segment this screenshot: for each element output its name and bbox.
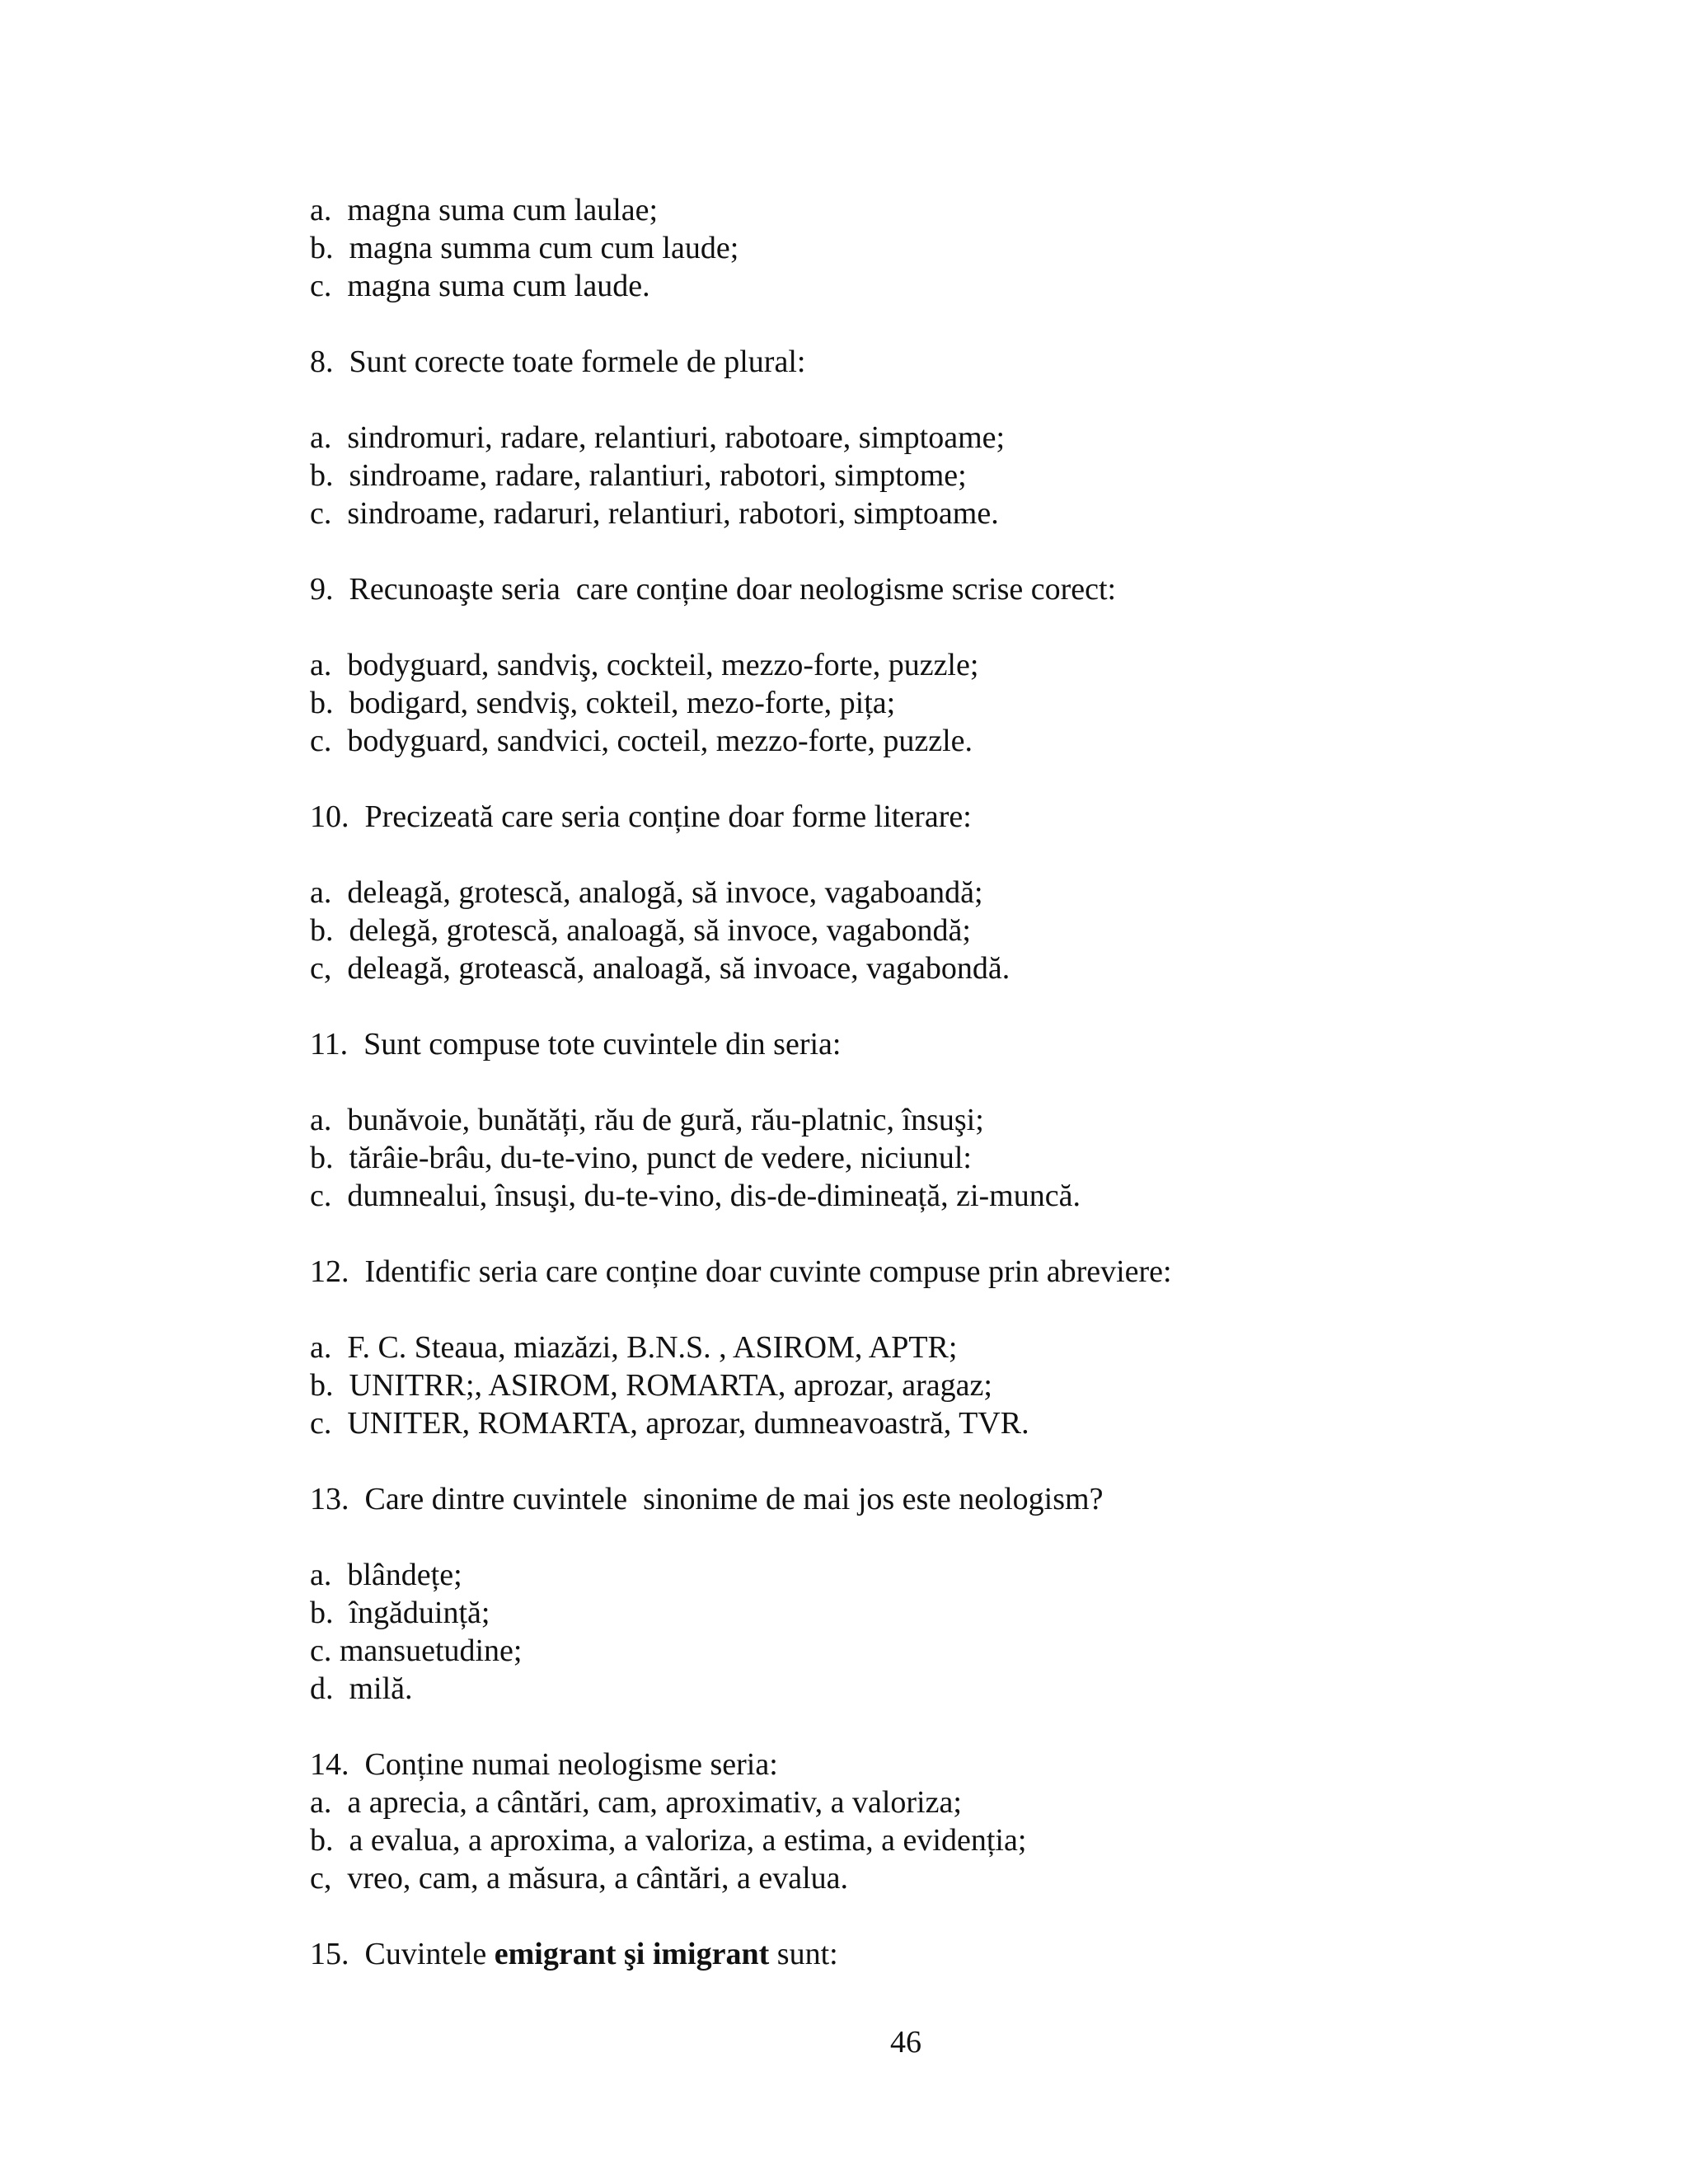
answer-option: c, vreo, cam, a măsura, a cântări, a evalua. [310, 1861, 849, 1896]
answer-option: a. bunăvoie, bunătăți, rău de gură, rău-platnic, însuşi; [310, 1103, 984, 1137]
question-15 [310, 1935, 1464, 1973]
spacer [310, 1291, 1464, 1329]
question-text: 11. Sunt compuse tote cuvintele din seria: [310, 1027, 842, 1062]
question-text: 8. Sunt corecte toate formele de plural: [310, 344, 806, 379]
answer-option: c. sindroame, radaruri, relantiuri, rabotori, simptoame. [310, 496, 999, 531]
spacer [310, 305, 1464, 343]
question-list [310, 191, 1464, 1935]
page-number: 46 [890, 2025, 921, 2060]
spacer [310, 532, 1464, 570]
spacer [310, 1442, 1464, 1480]
answer-option: c. magna suma cum laude. [310, 269, 650, 303]
question-text: 13. Care dintre cuvintele sinonime de mai jos este neologism? [310, 1482, 1104, 1516]
answer-option: c. mansuetudine; [310, 1633, 523, 1668]
answer-option: d. milă. [310, 1671, 413, 1706]
answer-option: c. UNITER, ROMARTA, aprozar, dumneavoastră, TVR. [310, 1406, 1029, 1441]
spacer [310, 987, 1464, 1025]
answer-option: a. magna suma cum laulae; [310, 193, 659, 227]
spacer [310, 760, 1464, 798]
answer-option: c. bodyguard, sandvici, cocteil, mezzo-forte, puzzle. [310, 724, 973, 758]
answer-option: b. îngăduință; [310, 1596, 490, 1630]
question-text: 10. Precizeată care seria conține doar forme literare: [310, 799, 972, 834]
question-text: 14. Conține numai neologisme seria: [310, 1747, 778, 1782]
answer-option: c. dumnealui, însuşi, du-te-vino, dis-de-dimineață, zi-muncă. [310, 1179, 1081, 1213]
answer-option: a. F. C. Steaua, miazăzi, B.N.S. , ASIROM, APTR; [310, 1330, 958, 1365]
spacer [310, 1897, 1464, 1935]
question-15-suffix: sunt: [769, 1937, 838, 1971]
answer-option: a. a aprecia, a cântări, cam, aproximativ, a valoriza; [310, 1785, 962, 1820]
answer-option: a. deleagă, grotescă, analogă, să invoce, vagaboandă; [310, 875, 983, 910]
answer-option: b. magna summa cum cum laude; [310, 231, 739, 265]
question-15-prefix: 15. Cuvintele [310, 1937, 495, 1971]
answer-option: b. bodigard, sendviş, cokteil, mezo-forte, pița; [310, 686, 896, 720]
spacer [310, 1063, 1464, 1101]
question-text: 12. Identific seria care conține doar cuvinte compuse prin abreviere: [310, 1254, 1172, 1289]
spacer [310, 1708, 1464, 1746]
document-body [310, 191, 1464, 1973]
answer-option: b. delegă, grotescă, analoagă, să invoce, vagabondă; [310, 913, 971, 948]
spacer [310, 381, 1464, 419]
question-15-bold-words: emigrant şi imigrant [494, 1937, 770, 1971]
answer-option: c, deleagă, grotească, analoagă, să invoace, vagabondă. [310, 951, 1010, 986]
answer-option: a. blândețe; [310, 1558, 462, 1592]
spacer [310, 608, 1464, 646]
spacer [310, 836, 1464, 874]
question-text: 9. Recunoaşte seria care conține doar neologisme scrise corect: [310, 572, 1117, 607]
answer-option: b. tărâie-brâu, du-te-vino, punct de vedere, niciunul: [310, 1141, 972, 1175]
spacer [310, 1518, 1464, 1556]
answer-option: b. a evalua, a aproxima, a valoriza, a estima, a evidenția; [310, 1823, 1027, 1858]
spacer [310, 1215, 1464, 1253]
answer-option: a. bodyguard, sandviş, cockteil, mezzo-forte, puzzle; [310, 648, 979, 682]
answer-option: a. sindromuri, radare, relantiuri, rabotoare, simptoame; [310, 420, 1006, 455]
answer-option: b. UNITRR;, ASIROM, ROMARTA, aprozar, aragaz; [310, 1368, 992, 1403]
answer-option: b. sindroame, radare, ralantiuri, rabotori, simptome; [310, 458, 967, 493]
